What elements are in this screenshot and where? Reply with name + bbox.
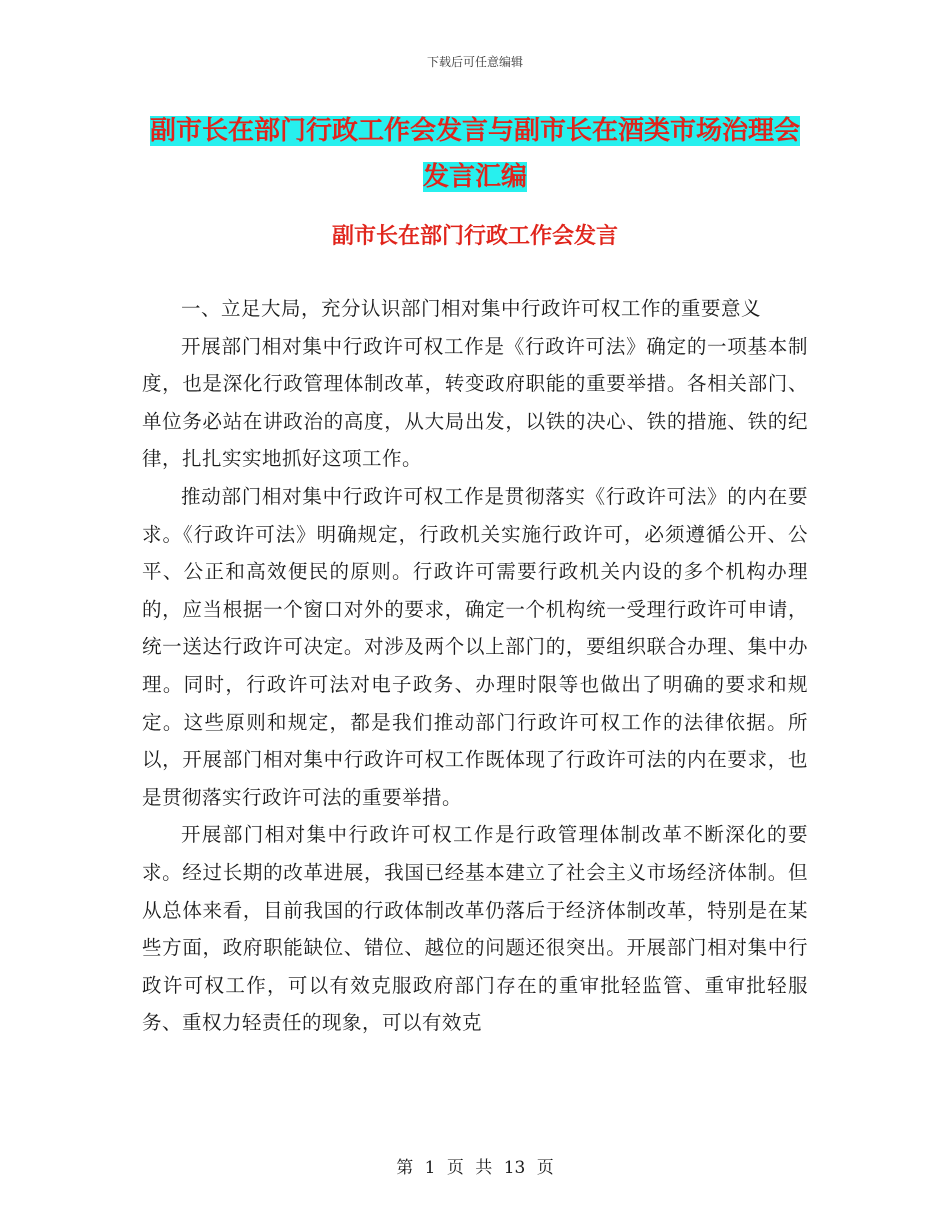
document-title	[140, 108, 810, 200]
paragraph: 开展部门相对集中行政许可权工作是《行政许可法》确定的一项基本制度，也是深化行政管理体制改革，转变政府职能的重要举措。各相关部门、单位务必站在讲政治的高度，从大局出发，以铁的决心、铁的措施、铁的纪律，扎扎实实地抓好这项工作。	[142, 334, 808, 471]
document-title-text: 副市长在部门行政工作会发言与副市长在酒类市场治理会发言汇编	[149, 116, 800, 192]
paragraph: 开展部门相对集中行政许可权工作是行政管理体制改革不断深化的要求。经过长期的改革进展，我国已经基本建立了社会主义市场经济体制。但从总体来看，目前我国的行政体制改革仍落后于经济体制改革，特别是在某些方面，政府职能缺位、错位、越位的问题还很突出。开展部门相对集中行政许可权工作，可以有效克服政府部门存在的重审批轻监管、重审批轻服务、重权力轻责任的现象，可以有效克	[142, 823, 808, 1035]
paragraph: 推动部门相对集中行政许可权工作是贯彻落实《行政许可法》的内在要求。《行政许可法》明确规定，行政机关实施行政许可，必须遵循公开、公平、公正和高效便民的原则。行政许可需要行政机关内设的多个机构办理的，应当根据一个窗口对外的要求，确定一个机构统一受理行政许可申请，统一送达行政许可决定。对涉及两个以上部门的，要组织联合办理、集中办理。同时，行政许可法对电子政务、办理时限等也做出了明确的要求和规定。这些原则和规定，都是我们推动部门行政许可权工作的法律依据。所以，开展部门相对集中行政许可权工作既体现了行政许可法的内在要求，也是贯彻落实行政许可法的重要举措。	[142, 484, 808, 809]
page-number: 第 1 页 共 13 页	[396, 1158, 554, 1178]
section-title: 副市长在部门行政工作会发言	[331, 223, 618, 249]
paragraph-heading: 一、立足大局，充分认识部门相对集中行政许可权工作的重要意义	[181, 297, 762, 320]
page-header-note: 下载后可任意编辑	[426, 55, 523, 69]
document-body	[142, 290, 808, 1042]
